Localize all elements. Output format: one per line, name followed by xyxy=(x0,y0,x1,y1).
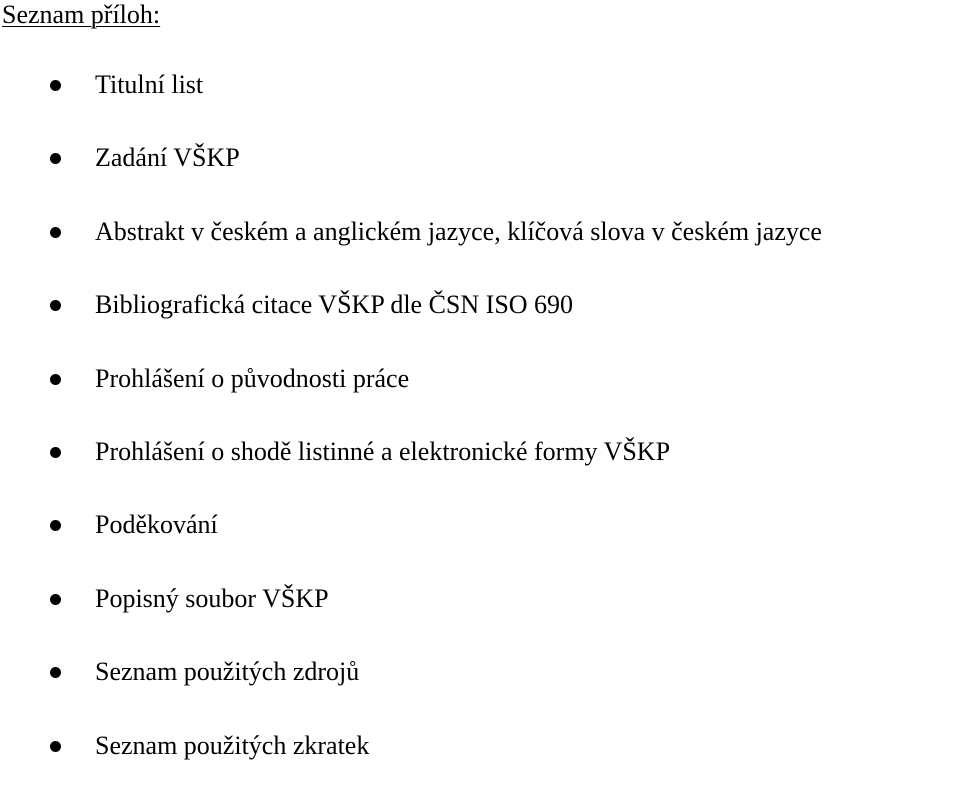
bullet-icon xyxy=(50,227,61,238)
list-item-label: Bibliografická citace VŠKP dle ČSN ISO 690 xyxy=(95,290,574,320)
list-item-label: Titulní list xyxy=(95,70,204,99)
attachments-heading: Seznam příloh: xyxy=(2,0,161,29)
bullet-icon xyxy=(50,667,61,678)
list-item-label: Zadání VŠKP xyxy=(95,143,240,173)
list-item-label: Prohlášení o původnosti práce xyxy=(95,363,410,393)
list-item-label: Prohlášení o shodě listinné a elektronické formy VŠKP xyxy=(95,436,671,466)
list-item-label: Seznam použitých zdrojů xyxy=(95,657,360,687)
list-item-label: Abstrakt v českém a anglickém jazyce, klíčová slova v českém jazyce xyxy=(95,216,822,246)
bullet-icon xyxy=(50,741,61,752)
bullet-icon xyxy=(50,300,61,311)
bullet-icon xyxy=(50,447,61,458)
bullet-icon xyxy=(50,374,61,385)
list-item-label: Popisný soubor VŠKP xyxy=(95,583,329,613)
bullet-icon xyxy=(50,594,61,605)
bullet-icon xyxy=(50,80,61,91)
list-item-label: Poděkování xyxy=(95,510,218,540)
bullet-icon xyxy=(50,153,61,164)
bullet-icon xyxy=(50,520,61,531)
list-item-label: Seznam použitých zkratek xyxy=(95,730,370,760)
